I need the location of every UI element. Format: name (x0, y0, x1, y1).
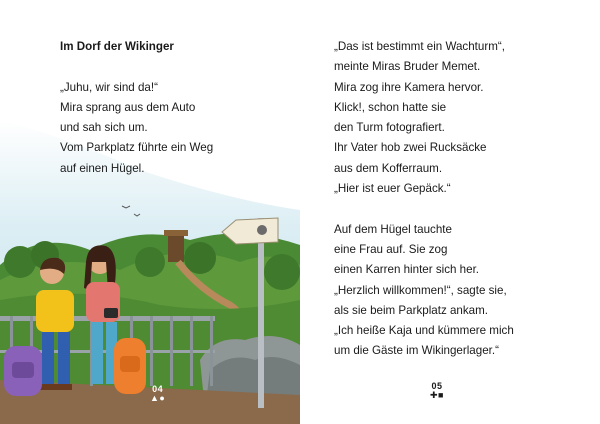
text-line: Mira zog ihre Kamera hervor. (334, 80, 484, 94)
text-line: Mira sprang aus dem Auto (60, 100, 196, 114)
text-line: eine Frau auf. Sie zog (334, 242, 448, 256)
text-line: Auf dem Hügel tauchte (334, 222, 452, 236)
text-line: Ihr Vater hob zwei Rucksäcke (334, 141, 487, 155)
text-line: „Herzlich willkommen!“, sagte sie, (334, 283, 507, 297)
text-line: aus dem Kofferraum. (334, 161, 443, 175)
paragraph-gap (334, 199, 594, 219)
chapter-title: Im Dorf der Wikinger (60, 40, 174, 53)
left-text-block (60, 37, 290, 179)
text-line: „Das ist bestimmt ein Wachturm“, (334, 40, 505, 53)
text-line: „Hier ist euer Gepäck.“ (334, 182, 451, 196)
text-line: „Ich heiße Kaja und kümmere mich (334, 324, 514, 338)
right-text-block (334, 37, 594, 362)
text-line: und sah sich um. (60, 121, 148, 135)
text-line: meinte Miras Bruder Memet. (334, 60, 481, 74)
text-line: „Juhu, wir sind da!“ (60, 80, 158, 94)
text-line: Klick!, schon hatte sie (334, 100, 447, 114)
page-number (430, 381, 444, 400)
page-number-value: 05 (431, 381, 443, 391)
page-number (150, 384, 165, 403)
text-line: einen Karren hinter sich her. (334, 263, 480, 277)
text-line: um die Gäste im Wikingerlager.“ (334, 344, 499, 358)
page-number-value: 04 (152, 384, 164, 394)
text-line: auf einen Hügel. (60, 161, 145, 175)
text-line: Vom Parkplatz führte ein Weg (60, 141, 214, 155)
page-symbol-icon: ▲● (150, 393, 166, 403)
right-page (300, 0, 600, 424)
text-line: den Turm fotografiert. (334, 121, 445, 135)
page-symbol-icon: ✚■ (430, 390, 444, 400)
text-line: als sie beim Parkplatz ankam. (334, 303, 489, 317)
